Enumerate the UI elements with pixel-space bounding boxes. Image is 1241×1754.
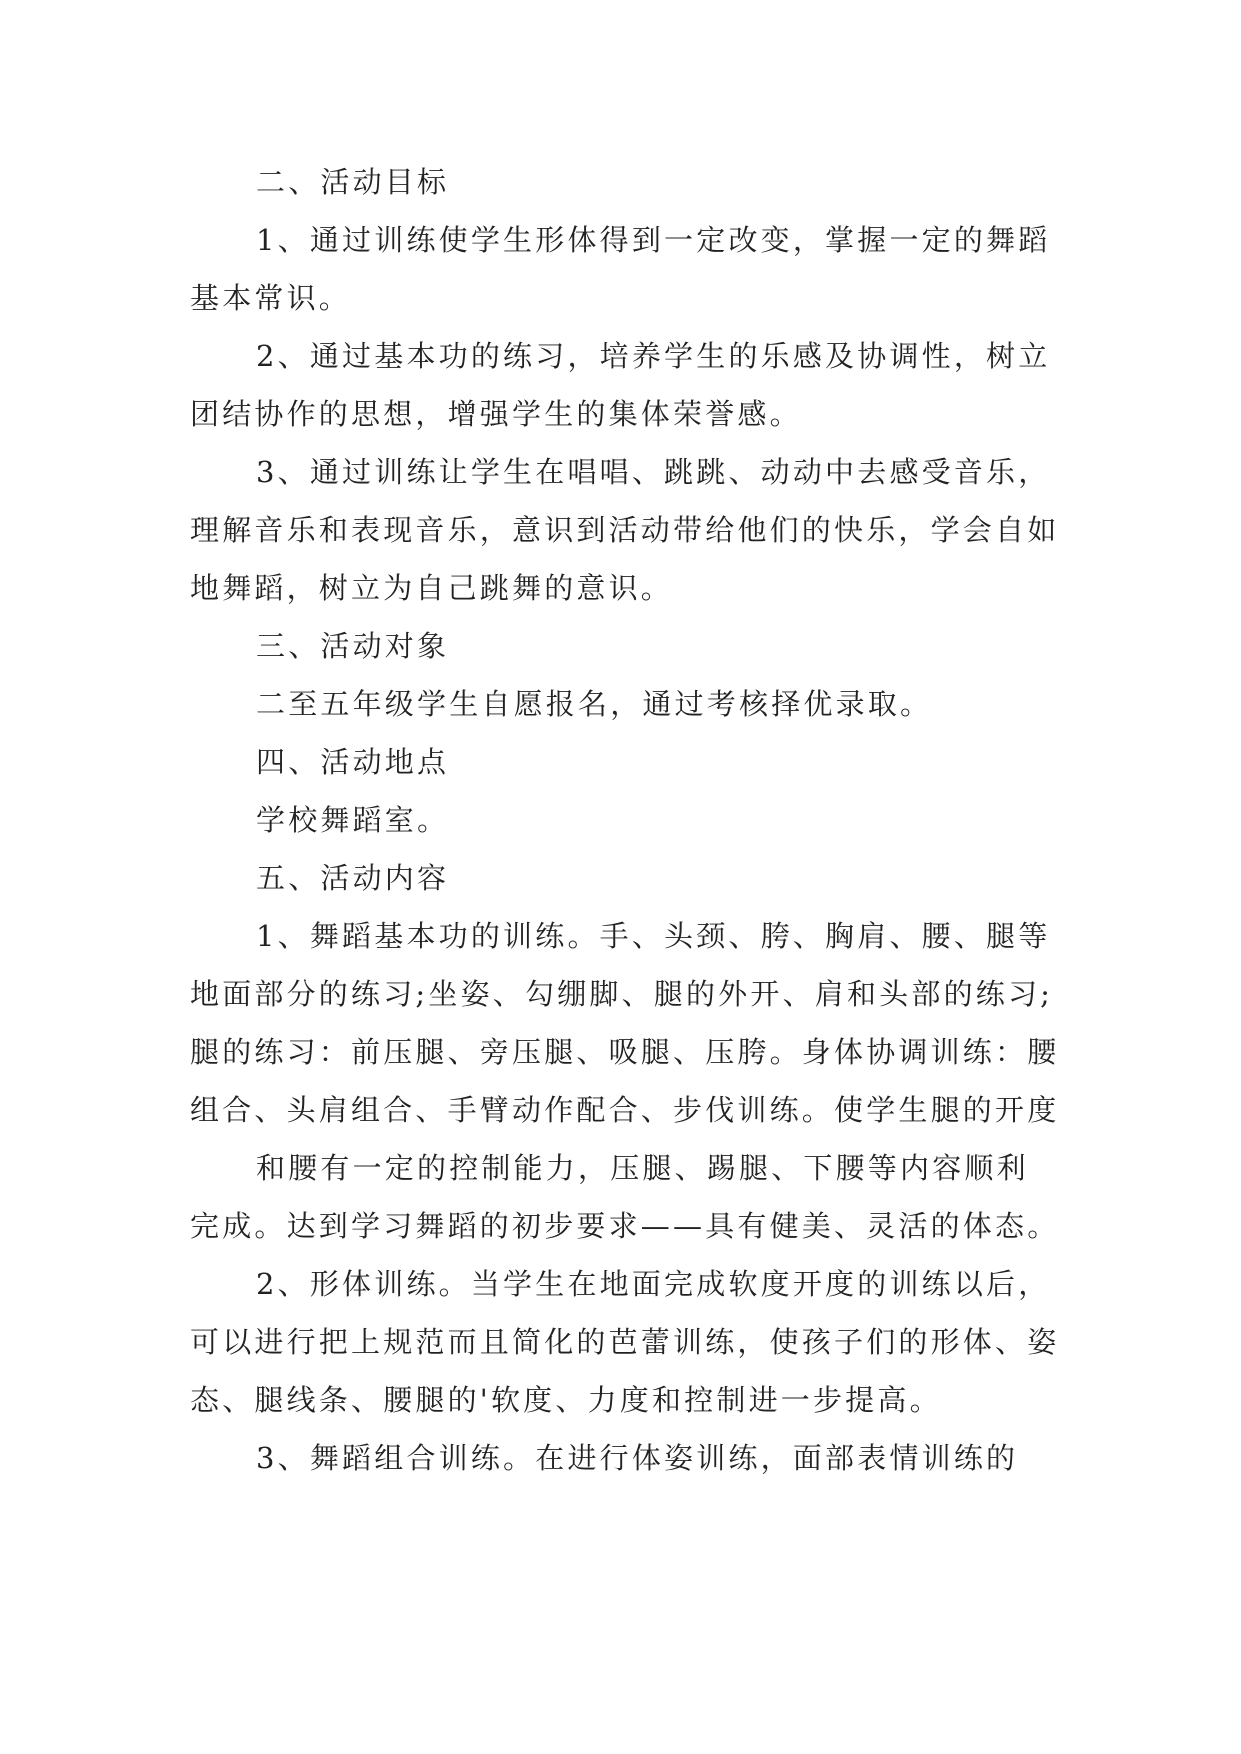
participants-text: 二至五年级学生自愿报名，通过考核择优录取。 [256, 687, 933, 721]
section-heading-location: 四、活动地点 [256, 745, 450, 779]
document-body [190, 153, 1060, 1487]
content-item-1: 1、舞蹈基本功的训练。手、头颈、胯、胸肩、腰、腿等地面部分的练习;坐姿、勾绷脚、腿的外开、肩和头部的练习;腿的练习：前压腿、旁压腿、吸腿、压胯。身体协调训练：腰组合、头肩组合、手臂动作配合、步伐训练。使学生腿的开度 [190, 919, 1060, 1127]
goal-item-1: 1、通过训练使学生形体得到一定改变，掌握一定的舞蹈基本常识。 [190, 223, 1051, 315]
location-text: 学校舞蹈室。 [256, 803, 450, 837]
goal-item-2: 2、通过基本功的练习，培养学生的乐感及协调性，树立团结协作的思想，增强学生的集体荣誉感。 [190, 339, 1051, 431]
content-item-1-continued: 和腰有一定的控制能力，压腿、踢腿、下腰等内容顺利完成。达到学习舞蹈的初步要求——具有健美、灵活的体态。 [190, 1151, 1060, 1243]
content-item-2: 2、形体训练。当学生在地面完成软度开度的训练以后，可以进行把上规范而且简化的芭蕾训练，使孩子们的形体、姿态、腿线条、腰腿的'软度、力度和控制进一步提高。 [190, 1267, 1060, 1417]
section-heading-content: 五、活动内容 [256, 861, 450, 895]
section-heading-goals: 二、活动目标 [256, 165, 450, 199]
goal-item-3: 3、通过训练让学生在唱唱、跳跳、动动中去感受音乐，理解音乐和表现音乐，意识到活动带给他们的快乐，学会自如地舞蹈，树立为自己跳舞的意识。 [190, 455, 1060, 605]
section-heading-participants: 三、活动对象 [256, 629, 450, 663]
content-item-3: 3、舞蹈组合训练。在进行体姿训练，面部表情训练的 [256, 1441, 1019, 1475]
